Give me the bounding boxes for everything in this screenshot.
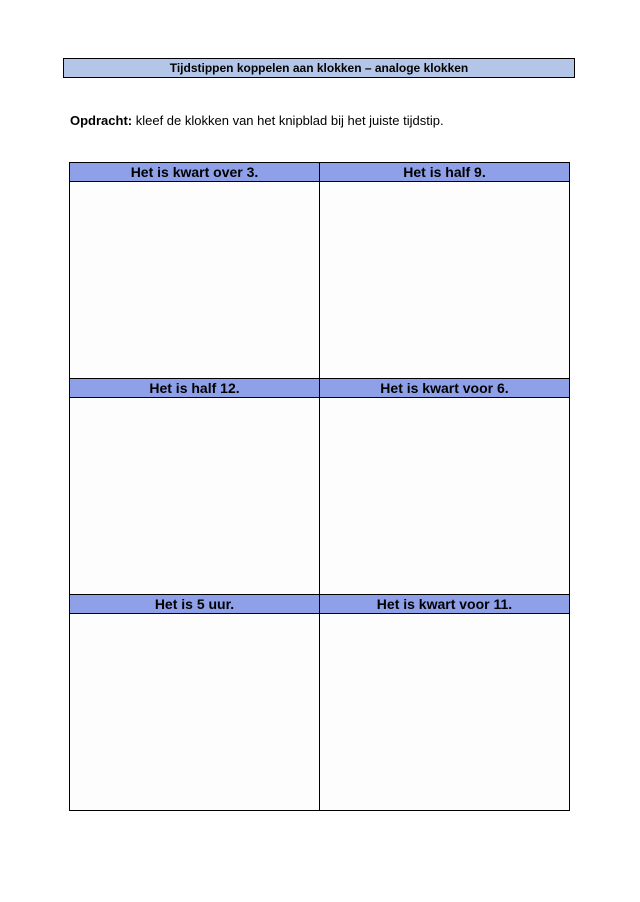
time-header-4: Het is kwart voor 6. — [320, 379, 570, 398]
clock-paste-area-4 — [320, 398, 570, 595]
clock-paste-area-2 — [320, 182, 570, 379]
time-header-2: Het is half 9. — [320, 163, 570, 182]
worksheet-title — [63, 58, 575, 78]
time-header-3: Het is half 12. — [70, 379, 320, 398]
instruction-text: kleef de klokken van het knipblad bij het juiste tijdstip. — [132, 113, 444, 128]
instruction-label: Opdracht: — [70, 113, 133, 128]
time-header-1: Het is kwart over 3. — [70, 163, 320, 182]
worksheet-title-text: Tijdstippen koppelen aan klokken – analoge klokken — [169, 61, 469, 75]
time-header-5: Het is 5 uur. — [70, 595, 320, 614]
instruction — [70, 113, 444, 128]
clock-grid — [69, 162, 570, 811]
clock-paste-area-6 — [320, 614, 570, 811]
clock-paste-area-3 — [70, 398, 320, 595]
clock-paste-area-5 — [70, 614, 320, 811]
time-header-6: Het is kwart voor 11. — [320, 595, 570, 614]
clock-paste-area-1 — [70, 182, 320, 379]
